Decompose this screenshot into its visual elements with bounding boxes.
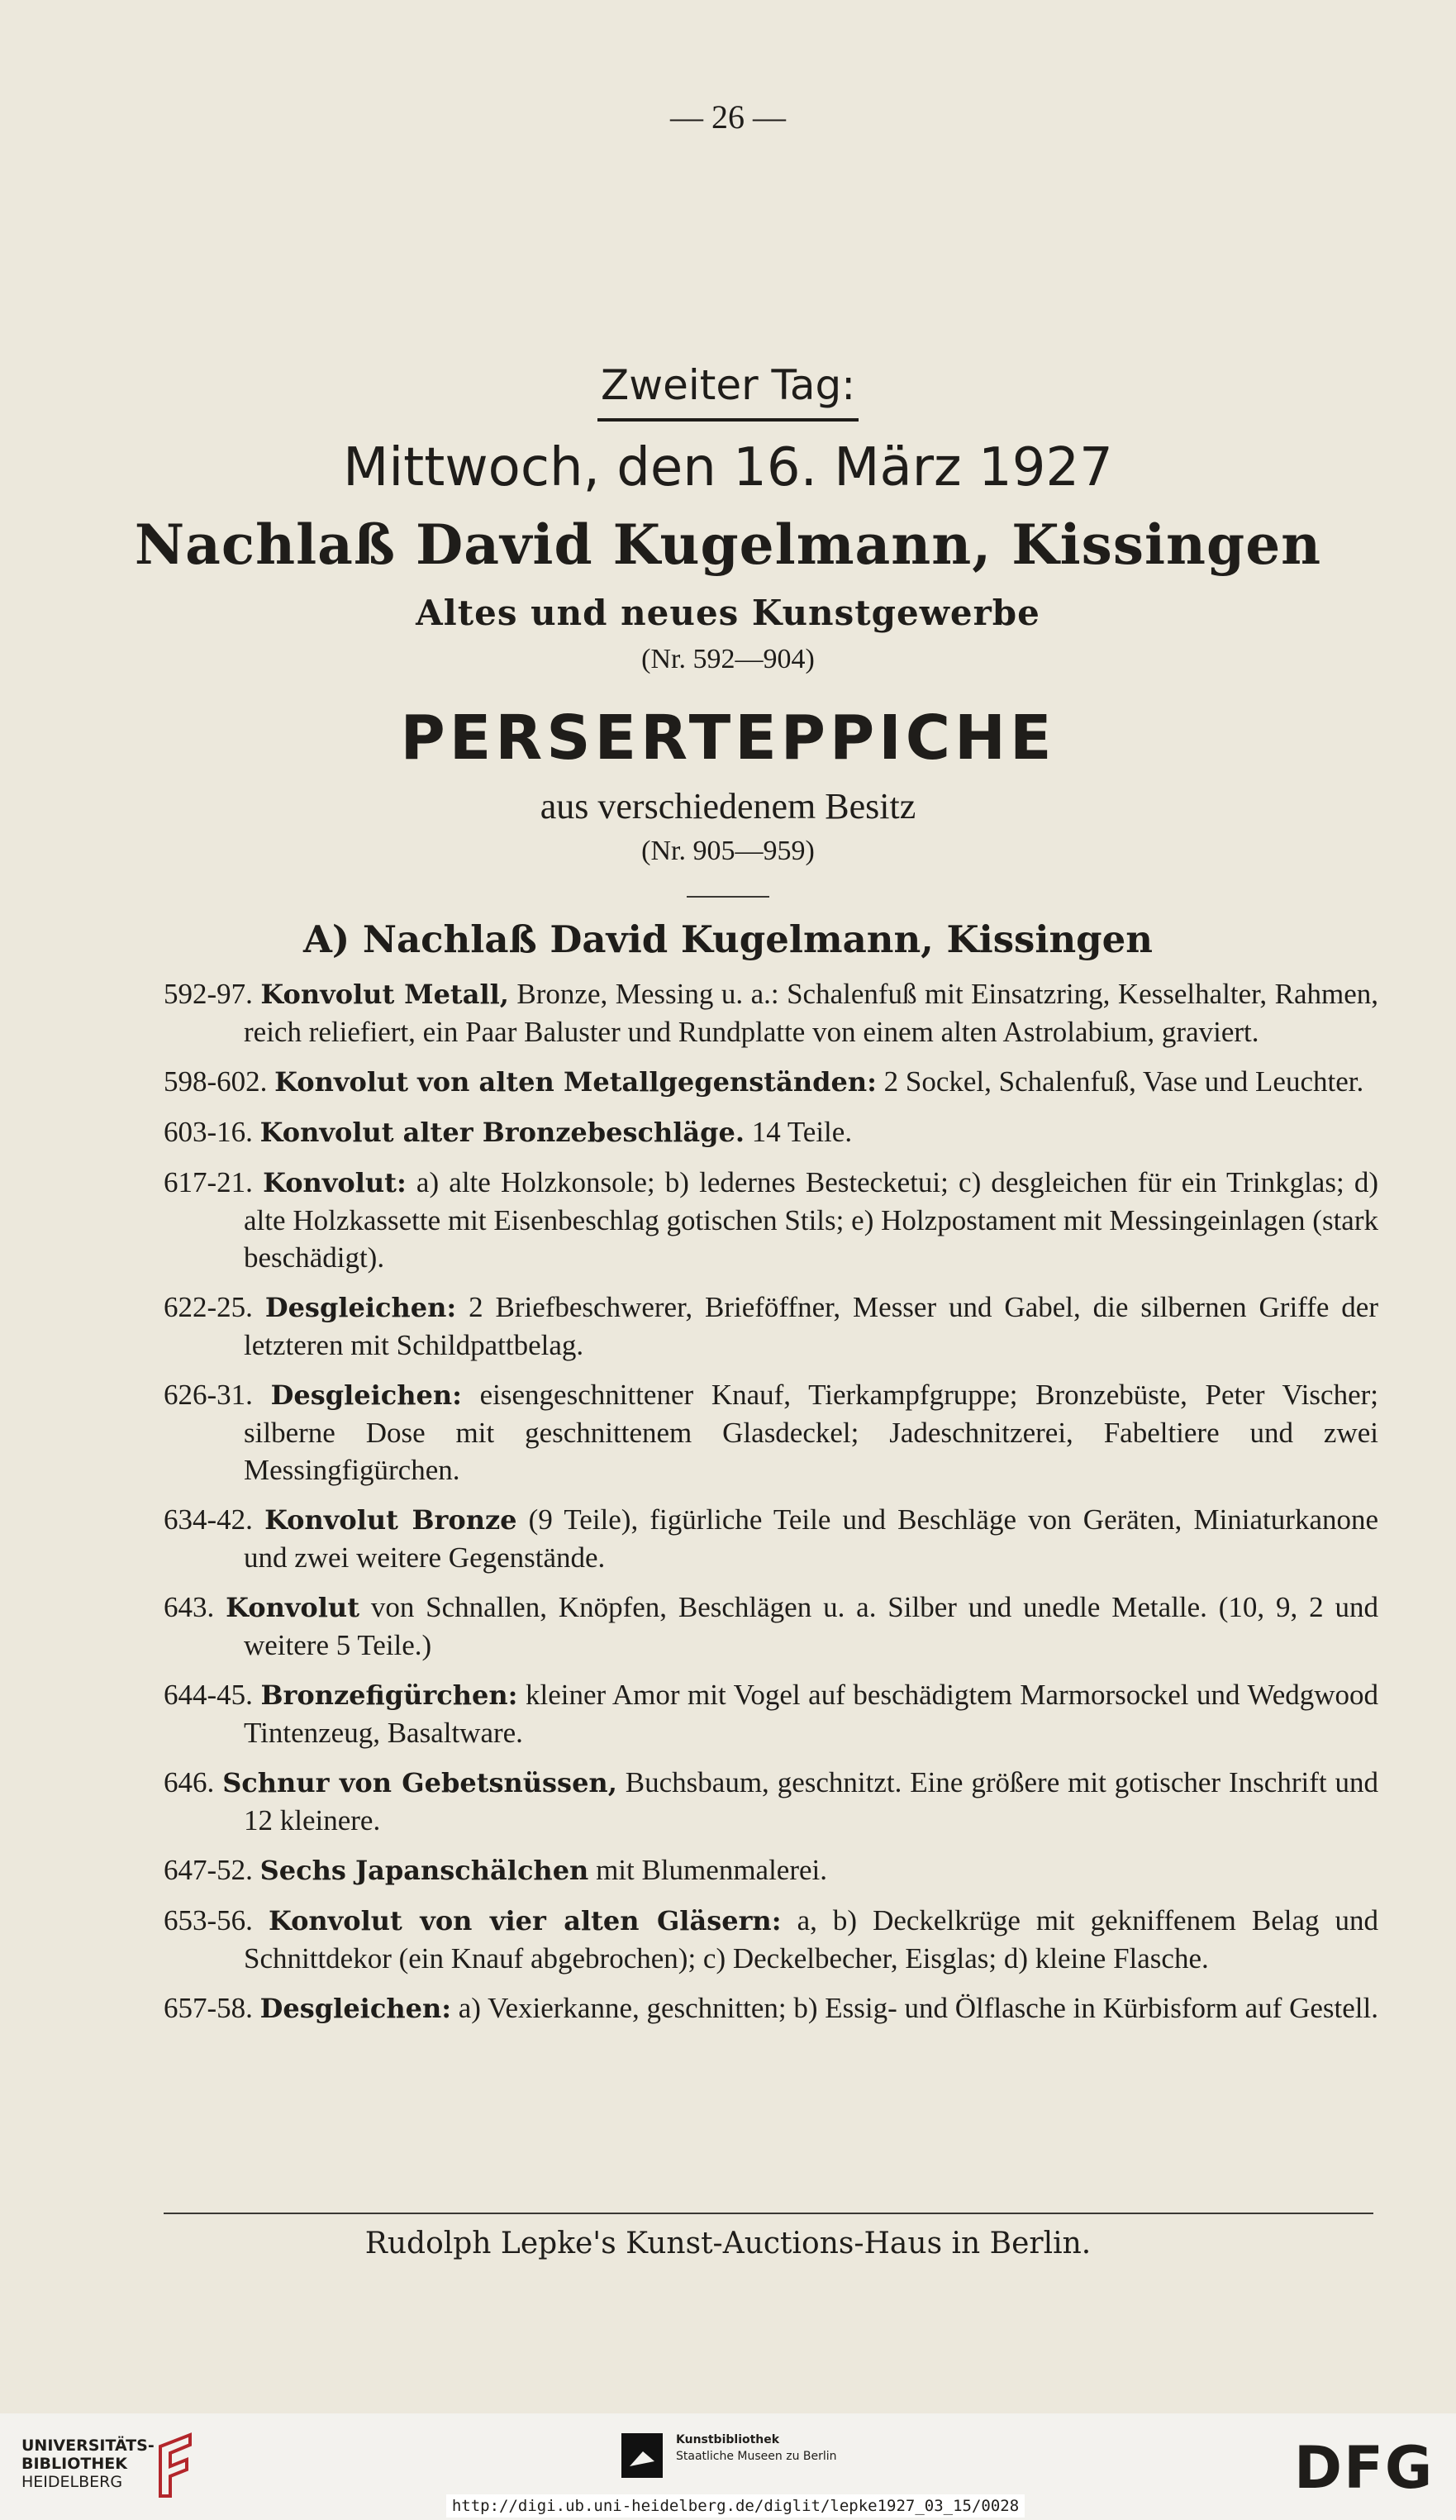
estate-title: Nachlaß David Kugelmann, Kissingen [134, 512, 1322, 577]
lot-lead: Bronzefigürchen: [260, 1679, 518, 1711]
lot-text: 2 Sockel, Schalenfuß, Vase und Leuchter. [883, 1065, 1364, 1098]
lot-lead: Sechs Japanschälchen [259, 1855, 589, 1886]
lot-entry [164, 1501, 1378, 1576]
lot-entry [164, 1902, 1378, 1977]
lot-number: 617-21. [164, 1166, 253, 1198]
lot-number: 622-25. [164, 1291, 253, 1323]
lot-entry [164, 1376, 1378, 1489]
lot-text: 14 Teile. [751, 1116, 853, 1148]
lot-text: a) Vexierkanne, geschnitten; b) Essig- und Ölflasche in Kürbisform auf Gestell. [458, 1992, 1378, 2024]
university-library-logo [21, 2437, 155, 2491]
kunstbibliothek-icon [621, 2433, 663, 2478]
day-title: Zweiter Tag: [597, 355, 859, 422]
dfg-logo: DFG [1294, 2434, 1435, 2502]
lot-lead: Konvolut von vier alten Gläsern: [268, 1905, 782, 1936]
rugs-title: PERSERTEPPICHE [400, 703, 1056, 774]
lot-number: 626-31. [164, 1379, 253, 1411]
section-title: A) Nachlaß David Kugelmann, Kissingen [302, 917, 1153, 961]
lot-number: 598-602. [164, 1065, 268, 1098]
estate-subtitle: Altes und neues Kunstgewerbe [416, 593, 1040, 633]
lot-text: (9 Teile), figürliche Teile und Beschläge von Geräten, Miniaturkanone und zwei weitere Gegenstände. [244, 1503, 1379, 1574]
date-title: Mittwoch, den 16. März 1927 [343, 437, 1113, 498]
estate-lot-range: (Nr. 592—904) [641, 644, 815, 674]
lot-lead: Konvolut Bronze [264, 1504, 517, 1536]
lot-text: a) alte Holzkonsole; b) ledernes Bestecketui; c) desgleichen für ein Trinkglas; d) alte Holzkassette mit Eisenbeschlag gotischen Stils; e) Holzpostament mit Messingeinlagen (stark beschädigt). [244, 1166, 1378, 1274]
kb-line2: Staatliche Museen zu Berlin [676, 2450, 837, 2463]
page-number: — 26 — [670, 98, 786, 136]
lot-number: 643. [164, 1591, 215, 1623]
lot-text: Bronze, Messing u. a.: Schalenfuß mit Einsatzring, Kesselhalter, Rahmen, reich reliefiert, ein Paar Baluster und Rundplatte von einem alten Astrolabium, graviert. [244, 978, 1379, 1048]
divider [687, 896, 769, 898]
lot-text: a, b) Deckelkrüge mit gekniffenem Belag und Schnittdekor (ein Knauf abgebrochen); c) Deckelbecher, Eisglas; d) kleine Flasche. [244, 1904, 1379, 1975]
lot-entry [164, 1589, 1378, 1664]
lot-lead: Desgleichen: [270, 1379, 462, 1411]
lot-number: 653-56. [164, 1904, 253, 1936]
lot-lead: Desgleichen: [264, 1292, 457, 1323]
lot-lead: Konvolut: [263, 1167, 407, 1198]
lot-number: 646. [164, 1766, 215, 1798]
lot-number: 603-16. [164, 1116, 253, 1148]
lot-entry [164, 1113, 1378, 1151]
lot-lead: Konvolut von alten Metallgegenständen: [274, 1066, 877, 1098]
lot-entry [164, 1164, 1378, 1276]
source-url[interactable]: http://digi.ub.uni-heidelberg.de/diglit/lepke1927_03_15/0028 [446, 2494, 1025, 2518]
lot-entry [164, 1851, 1378, 1889]
lot-lead: Konvolut alter Bronzebeschläge. [259, 1117, 745, 1148]
lot-lead: Desgleichen: [259, 1993, 452, 2024]
lot-entry [164, 975, 1378, 1050]
lot-text: Buchsbaum, geschnitzt. Eine größere mit gotischer Inschrift und 12 kleinere. [244, 1766, 1379, 1836]
auction-heading [0, 355, 1456, 898]
lot-number: 634-42. [164, 1503, 253, 1536]
lot-lead: Schnur von Gebetsnüssen, [222, 1767, 617, 1798]
ub-logo-line1: UNIVERSITÄTS- [21, 2437, 155, 2455]
kunstbibliothek-label [676, 2432, 837, 2465]
lot-list [164, 975, 1378, 2040]
publisher-footer: Rudolph Lepke's Kunst-Auctions-Haus in Berlin. [364, 2227, 1092, 2260]
lot-number: 592-97. [164, 978, 253, 1010]
lot-entry [164, 1063, 1378, 1101]
lot-text: eisengeschnittener Knauf, Tierkampfgruppe; Bronzebüste, Peter Vischer; silberne Dose mit geschnittenem Glasdeckel; Jadeschnitzerei, Fabeltiere und zwei Messingfigürchen. [244, 1379, 1378, 1486]
lot-number: 647-52. [164, 1854, 253, 1886]
lot-entry [164, 1764, 1378, 1839]
lot-number: 644-45. [164, 1679, 253, 1711]
kb-line1: Kunstbibliothek [676, 2433, 780, 2446]
lot-text: von Schnallen, Knöpfen, Beschlägen u. a. Silber und unedle Metalle. (10, 9, 2 und weitere 5 Teile.) [244, 1591, 1379, 1661]
lot-lead: Konvolut Metall, [260, 979, 509, 1010]
ub-mark-icon [154, 2430, 200, 2504]
lot-text: mit Blumenmalerei. [596, 1854, 827, 1886]
lot-entry [164, 1676, 1378, 1751]
lot-entry [164, 1989, 1378, 2027]
lot-text: kleiner Amor mit Vogel auf beschädigtem Marmorsockel und Wedgwood Tintenzeug, Basaltware. [244, 1679, 1379, 1749]
ub-logo-line2: BIBLIOTHEK [21, 2455, 127, 2473]
lot-number: 657-58. [164, 1992, 253, 2024]
lot-entry [164, 1289, 1378, 1364]
ub-logo-line3: HEIDELBERG [21, 2473, 123, 2491]
rugs-subtitle: aus verschiedenem Besitz [540, 786, 916, 827]
lot-lead: Konvolut [226, 1592, 359, 1623]
footer-rule [164, 2213, 1373, 2214]
rugs-lot-range: (Nr. 905—959) [641, 836, 815, 866]
lot-text: 2 Briefbeschwerer, Brieföffner, Messer und Gabel, die silbernen Griffe der letzteren mit Schildpattbelag. [244, 1291, 1378, 1361]
